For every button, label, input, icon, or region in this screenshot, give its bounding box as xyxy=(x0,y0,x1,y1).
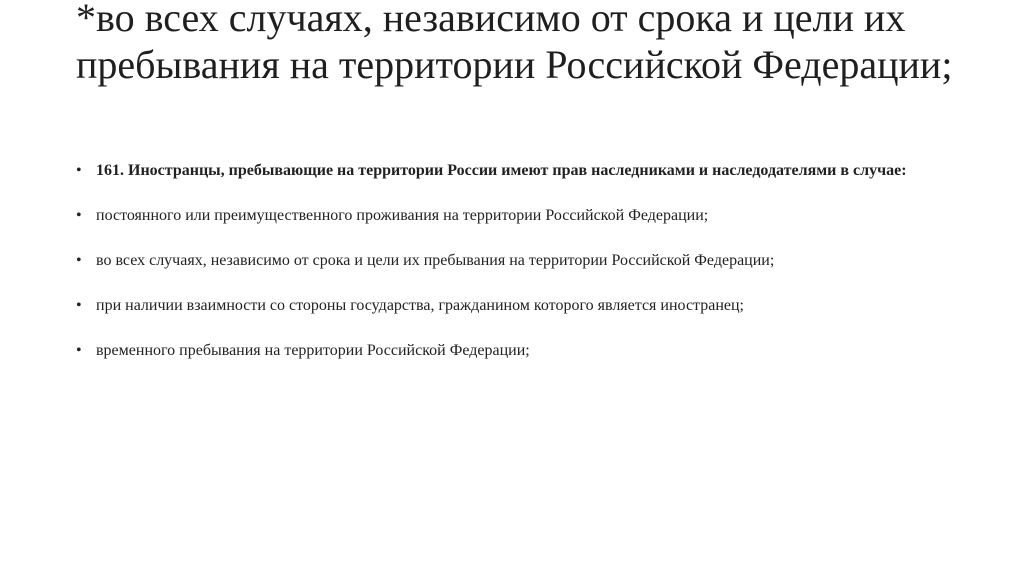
bullet-icon: • xyxy=(76,342,82,359)
question-item xyxy=(76,158,936,184)
bullet-list xyxy=(76,158,936,364)
answer-text: постоянного или преимущественного проживания на территории Российской Федерации; xyxy=(96,207,709,224)
bullet-icon: • xyxy=(76,207,82,224)
bullet-icon: • xyxy=(76,297,82,314)
bullet-icon: • xyxy=(76,252,82,269)
answer-option xyxy=(76,248,936,274)
question-text: 161. Иностранцы, пребывающие на территории России имеют прав наследниками и наследодателями в случае: xyxy=(96,162,907,179)
answer-text: временного пребывания на территории Российской Федерации; xyxy=(96,342,530,359)
slide-title: *во всех случаях, независимо от срока и цели их пребывания на территории Российской Федерации; xyxy=(76,0,953,87)
answer-text: во всех случаях, независимо от срока и цели их пребывания на территории Российской Федерации; xyxy=(96,252,775,269)
answer-option xyxy=(76,203,936,229)
answer-option xyxy=(76,293,936,319)
answer-option xyxy=(76,338,936,364)
answer-text: при наличии взаимности со стороны государства, гражданином которого является иностранец; xyxy=(96,297,744,314)
bullet-icon: • xyxy=(76,162,82,179)
